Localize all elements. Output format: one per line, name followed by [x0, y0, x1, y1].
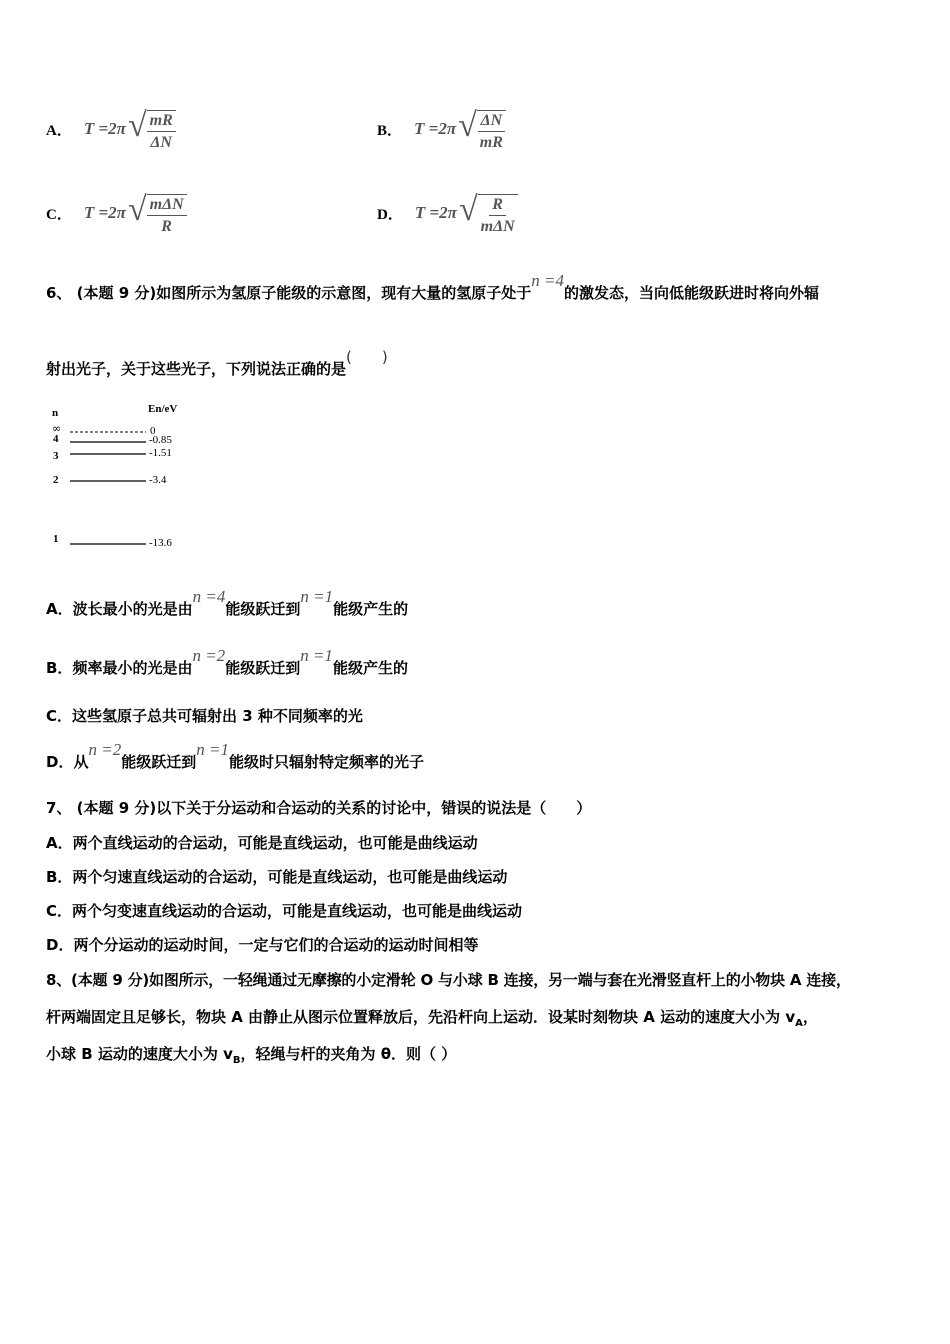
q8-text: 小球 B 运动的速度大小为 v — [46, 1045, 233, 1063]
sqrt: √ $\frac{\text{mΔN}}{R}$ — [128, 188, 187, 238]
period-formula — [415, 188, 518, 238]
q7-option-d: D．两个分运动的运动时间，一定与它们的合运动的运动时间相等 — [46, 936, 479, 954]
fraction-denominator: R — [161, 218, 172, 235]
q7-stem: 7、 (本题 9 分)以下关于分运动和合运动的关系的讨论中，错误的说法是（ ） — [46, 799, 592, 817]
axis-energy-label: En/eV — [148, 403, 178, 415]
q6-stem-text2: 射出光子，关于这些光子，下列说法正确的是 — [46, 360, 347, 378]
level-e-2: -3.4 — [149, 474, 167, 486]
option-label: A． — [46, 600, 73, 618]
fraction-numerator: mΔN — [147, 195, 187, 216]
q8-line2 — [46, 1006, 818, 1029]
option-label: D． — [46, 753, 74, 771]
option-text: 从 — [73, 753, 89, 771]
formula-lhs: T =2π — [83, 119, 126, 138]
q8-text: 杆两端固定且足够长，物块 A 由静止从图示位置释放后，先沿杆向上运动．设某时刻物块 A 运动的速度大小为 v — [46, 1008, 796, 1026]
fraction-denominator: mR — [479, 134, 503, 151]
q6-stem-text: 6、 (本题 9 分)如图所示为氢原子能级的示意图，现有大量的氢原子处于 — [46, 284, 532, 302]
period-formula — [414, 104, 506, 154]
option-text-post: 能级时只辐射特定频率的光子 — [228, 753, 424, 771]
q5-option-d — [377, 188, 518, 238]
sqrt: √ $\frac{R}{\text{mΔN}}$ — [459, 188, 518, 238]
level-n-3: 3 — [53, 450, 59, 462]
level-e-inf: 0 — [150, 425, 156, 437]
q5-option-c — [46, 188, 187, 238]
q6-option-d — [46, 740, 424, 772]
level-n-inf: ∞ — [52, 422, 62, 435]
formula-lhs: T =2π — [414, 203, 457, 222]
fraction-denominator: ΔN — [150, 134, 172, 151]
sqrt: √ $\frac{mR}{\Delta N}$ — [128, 104, 176, 154]
level-n-2: 2 — [53, 474, 59, 486]
fraction-numerator: mR — [147, 111, 176, 132]
math-n: n =2 — [192, 646, 226, 665]
level-n-4: 4 — [53, 433, 59, 445]
axis-n-label: n — [52, 407, 59, 419]
option-label: B． — [46, 659, 73, 677]
math-n: n =1 — [196, 740, 229, 759]
option-label: D． — [377, 206, 403, 223]
math-n: n =2 — [88, 740, 122, 759]
formula-lhs: T =2π — [83, 203, 126, 222]
option-label: C． — [46, 206, 72, 223]
option-label: B． — [377, 122, 403, 139]
q8-text-post: ，轻绳与杆的夹角为 θ．则（ ） — [240, 1045, 457, 1063]
q6-option-c — [46, 705, 363, 726]
q6-stem-line2 — [46, 348, 388, 379]
q5-option-a — [46, 104, 176, 154]
option-text-mid: 能级跃迁到 — [121, 753, 197, 771]
q6-stem-line1 — [46, 271, 820, 303]
q5-option-b — [377, 104, 506, 154]
option-text-post: 能级产生的 — [333, 600, 409, 618]
math-n4: n =4 — [531, 271, 564, 290]
option-text-post: 能级产生的 — [332, 659, 408, 677]
q8-line3 — [46, 1043, 456, 1066]
sqrt: √ $\frac{\Delta N}{mR}$ — [458, 104, 506, 154]
q6-option-a — [46, 587, 409, 619]
option-text-mid: 能级跃迁到 — [225, 600, 301, 618]
level-e-4: -0.85 — [149, 434, 172, 446]
math-n: n =1 — [300, 646, 333, 665]
option-text: 波长最小的光是由 — [72, 600, 193, 618]
period-formula — [84, 188, 187, 238]
math-n: n =4 — [192, 587, 226, 606]
subscript-a: A — [795, 1018, 803, 1029]
q6-stem-text-cont: 的激发态，当向低能级跃进时将向外辐 — [564, 284, 820, 302]
fraction-numerator: R — [489, 195, 506, 216]
period-formula — [84, 104, 176, 154]
option-text-mid: 能级跃迁到 — [225, 659, 301, 677]
formula-lhs: T =2π — [414, 119, 457, 138]
fraction-denominator: mΔN — [480, 218, 515, 235]
level-e-3: -1.51 — [149, 447, 172, 459]
q7-option-c: C．两个匀变速直线运动的合运动，可能是直线运动，也可能是曲线运动 — [46, 902, 523, 920]
subscript-b: B — [232, 1055, 241, 1066]
option-label: C． — [46, 707, 73, 725]
math-n: n =1 — [300, 587, 334, 606]
q7-option-a: A．两个直线运动的合运动，可能是直线运动，也可能是曲线运动 — [46, 834, 478, 852]
q7-option-b: B．两个匀速直线运动的合运动，可能是直线运动，也可能是曲线运动 — [46, 868, 508, 886]
option-text: 这些氢原子总共可辐射出 3 种不同频率的光 — [72, 707, 363, 725]
level-n-1: 1 — [53, 533, 59, 545]
energy-level-diagram — [46, 400, 206, 560]
option-text: 频率最小的光是由 — [72, 659, 193, 677]
answer-paren: ( ) — [346, 348, 388, 366]
level-e-1: -13.6 — [149, 537, 172, 549]
fraction-numerator: ΔN — [478, 111, 506, 132]
q8-line1: 8、(本题 9 分)如图所示，一轻绳通过无摩擦的小定滑轮 O 与小球 B 连接，另一端与套在光滑竖直杆上的小物块 A 连接， — [46, 971, 851, 989]
option-label: A． — [46, 122, 72, 139]
q8-text-post: ， — [802, 1008, 818, 1026]
q6-option-b — [46, 646, 408, 678]
